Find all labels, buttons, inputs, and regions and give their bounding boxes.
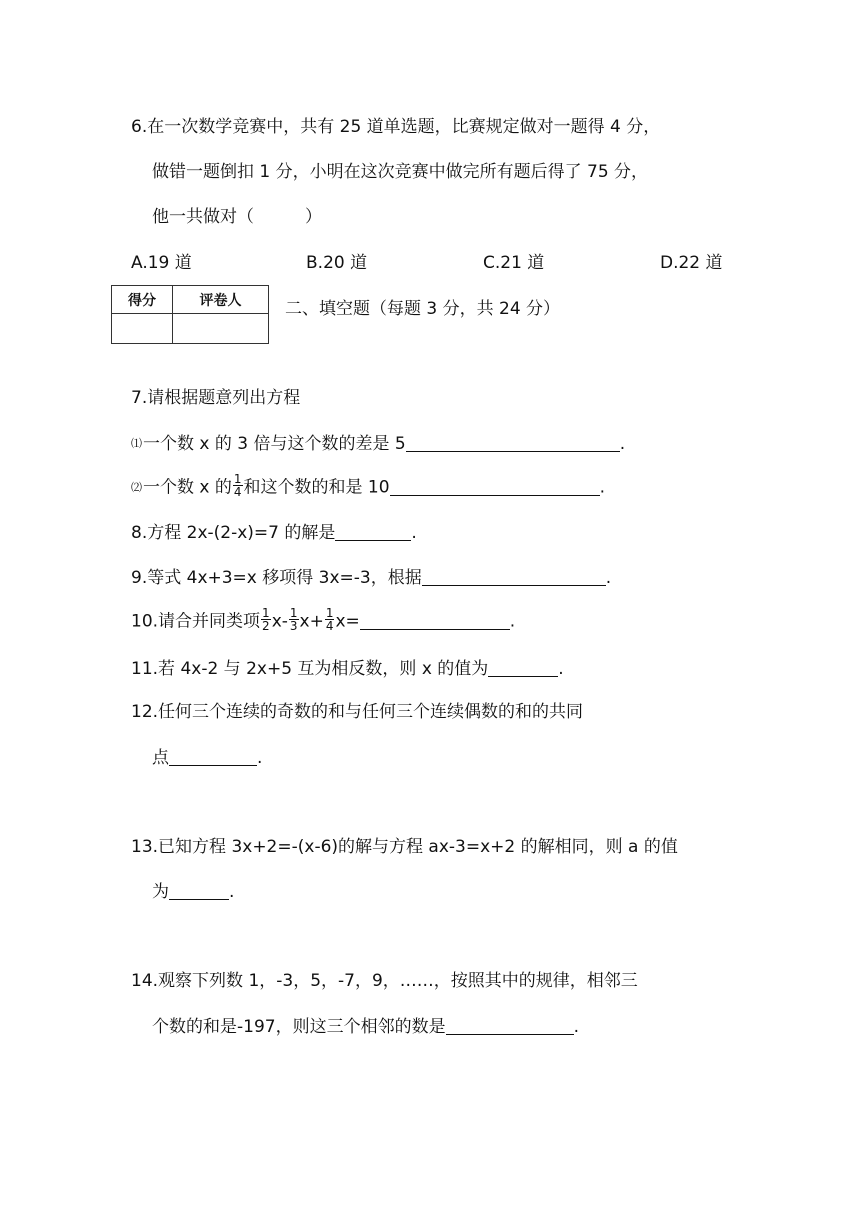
q13-line-2-text: 为 [152,882,169,902]
q12-line-2 [152,746,262,770]
q10-fraction-1-den: 2 [262,619,270,633]
q11 [131,657,564,681]
q7-part-2-marker: ⑵ [131,480,142,494]
score-cell [112,314,173,344]
q13-line-2 [152,880,234,904]
section-2-title: 二、填空题（每题 3 分，共 24 分） [285,299,561,319]
q14-blank[interactable] [446,1016,574,1035]
q14-line-2-text: 个数的和是-197，则这三个相邻的数是 [152,1017,446,1037]
q7-part-2 [131,472,605,500]
q10-fraction-1-num: 1 [262,606,270,620]
q14-line-2 [152,1015,579,1039]
q11-blank[interactable] [488,658,558,677]
q7-part-2-end: . [599,477,605,498]
q6-option-b: B.20 道 [306,253,368,273]
q13-end: . [229,882,235,902]
q13-line-1: 13.已知方程 3x+2=-(x-6)的解与方程 ax-3=x+2 的解相同，则 a 的值 [131,837,678,857]
q6-option-c: C.21 道 [483,253,545,273]
q7-part-1-blank[interactable] [406,433,620,452]
q7-fraction-den: 4 [233,485,242,499]
q7-part-1-marker: ⑴ [131,437,142,450]
score-header: 得分 [112,286,173,314]
q13-blank[interactable] [169,881,229,900]
q10-fraction-2-num: 1 [289,606,298,620]
q12-line-2-text: 点 [152,748,169,768]
q9-end: . [605,568,612,588]
q12-end: . [257,748,263,768]
q12-blank[interactable] [169,747,257,766]
q7-fraction [233,473,243,498]
q12-line-1: 12.任何三个连续的奇数的和与任何三个连续偶数的和的共同 [131,702,584,722]
q7-part-2-blank[interactable] [390,477,600,496]
q7-part-1-text: 一个数 x 的 3 倍与这个数的差是 5 [143,434,406,454]
q6-option-d: D.22 道 [660,253,723,273]
q6-option-a: A.19 道 [131,253,192,273]
q14-end: . [573,1017,579,1037]
score-table [111,285,269,344]
q10-fraction-2-den: 3 [289,619,298,633]
q8-text: 8.方程 2x-(2-x)=7 的解是 [131,523,336,543]
q10-end: . [509,611,516,632]
grader-header: 评卷人 [173,286,269,314]
q7-part-2-pre: 一个数 x 的 [143,477,232,498]
q10-term-2: x+ [299,611,324,632]
q10-term-1: x- [271,611,288,632]
q10-fraction-2 [289,607,299,632]
grader-cell [173,314,269,344]
q10-fraction-3-den: 4 [325,619,334,633]
q6-line-3: 他一共做对（ ） [152,207,322,227]
q7-stem: 7.请根据题意列出方程 [131,388,301,408]
q10-blank[interactable] [360,611,510,630]
q11-end: . [558,659,564,679]
q10-fraction-3-num: 1 [325,606,334,620]
q8 [131,521,417,545]
q9-blank[interactable] [422,567,606,586]
q7-part-1 [131,432,625,456]
q10 [131,606,516,634]
q8-blank[interactable] [335,522,411,541]
q7-fraction-num: 1 [233,472,242,486]
q8-end: . [411,523,417,543]
q9 [131,566,611,590]
q11-text: 11.若 4x-2 与 2x+5 互为相反数，则 x 的值为 [131,659,489,679]
q6-line-2: 做错一题倒扣 1 分，小明在这次竞赛中做完所有题后得了 75 分， [152,162,649,182]
q10-fraction-1 [261,607,271,632]
q10-fraction-3 [325,607,335,632]
q10-pre: 10.请合并同类项 [131,611,261,632]
q6-line-1: 6.在一次数学竞赛中，共有 25 道单选题，比赛规定做对一题得 4 分， [131,117,661,137]
q9-text: 9.等式 4x+3=x 移项得 3x=-3，根据 [131,568,422,588]
q14-line-1: 14.观察下列数 1，-3，5，-7，9，……，按照其中的规律，相邻三 [131,971,638,991]
q7-part-2-post: 和这个数的和是 10 [243,477,390,498]
q10-term-3: x= [335,611,360,632]
q7-part-1-end: . [619,434,626,454]
